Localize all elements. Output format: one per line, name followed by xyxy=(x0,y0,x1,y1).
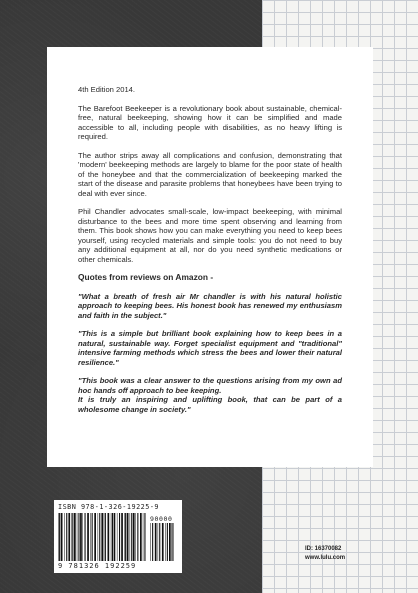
publisher-id: ID: 16370082 xyxy=(305,546,342,552)
barcode-bar xyxy=(124,513,125,561)
barcode-bar xyxy=(162,523,164,561)
ean-digits: 9 781326 192259 xyxy=(58,562,137,570)
barcode-bar xyxy=(68,513,70,561)
barcode-bar xyxy=(101,513,103,561)
barcode-bar xyxy=(59,513,60,561)
barcode-bar xyxy=(155,523,157,561)
barcode-bar xyxy=(117,513,118,561)
barcode-bar xyxy=(169,523,171,561)
ean-barcode xyxy=(58,513,146,561)
barcode-bar xyxy=(108,513,110,561)
barcode-bar xyxy=(140,513,142,561)
barcode-bar xyxy=(78,513,79,561)
barcode-bar xyxy=(111,513,112,561)
barcode-bar xyxy=(143,513,144,561)
isbn-barcode-block xyxy=(54,500,182,573)
barcode-bar xyxy=(131,513,132,561)
barcode-bar xyxy=(130,513,131,561)
barcode-bar xyxy=(171,523,172,561)
barcode-bar xyxy=(80,513,82,561)
barcode-bar xyxy=(99,513,100,561)
description-paragraph: The author strips away all complications and confusion, demonstrating that 'modern' beekeeping methods are largely to blame for the poor state of health of the honeybee and that the commercialization of beekeeping marked the start of the disease and parasite problems that honeybees have been trying to deal with ever since. xyxy=(78,150,342,198)
back-cover-text-panel xyxy=(47,47,373,467)
barcode-bar xyxy=(133,513,135,561)
barcode-bar xyxy=(135,513,136,561)
barcode-bar xyxy=(167,523,168,561)
barcode-bar xyxy=(144,513,145,561)
barcode-bar xyxy=(58,513,59,561)
barcode-bar xyxy=(94,513,96,561)
barcode-bar xyxy=(112,513,113,561)
reviews-heading: Quotes from reviews on Amazon - xyxy=(78,272,214,282)
barcode-bar xyxy=(165,523,166,561)
addon-barcode xyxy=(150,523,176,561)
review-quote: "What a breath of fresh air Mr chandler is with his natural holistic approach to keeping bees. His honest book has renewed my enthusiasm and faith in the subject." xyxy=(78,291,342,320)
description-paragraph: The Barefoot Beekeeper is a revolutionary book about sustainable, chemical-free, natural beekeeping, showing how it can be simplified and made accessible to all, including people with disabilities, as no heavy lifting is required. xyxy=(78,103,342,141)
review-quote: "This is a simple but brilliant book explaining how to keep bees in a natural, sustainable way. Forget specialist equipment and "traditional" intensive farming methods which stress the bees and lower their natural resilience." xyxy=(78,329,342,367)
review-quote-line: It is truly an inspiring and uplifting book, that can be part of a wholesome change in society." xyxy=(78,395,342,414)
barcode-bar xyxy=(150,523,151,561)
barcode-bar xyxy=(125,513,126,561)
barcode-bar xyxy=(158,523,159,561)
barcode-bar xyxy=(82,513,83,561)
barcode-bar xyxy=(105,513,106,561)
barcode-bar xyxy=(92,513,93,561)
barcode-bar xyxy=(71,513,72,561)
barcode-bar xyxy=(74,513,76,561)
barcode-bar xyxy=(127,513,129,561)
barcode-bar xyxy=(159,523,160,561)
isbn-text: ISBN 978-1-326-19225-9 xyxy=(58,503,160,511)
barcode-bar xyxy=(90,513,91,561)
barcode-bar xyxy=(104,513,105,561)
description-paragraph: Phil Chandler advocates small-scale, low-impact beekeeping, with minimal disturbance to the bees and more time spent observing and learning from them. This book shows how you can make everything you need to keep bees yourself, using recycled materials and simple tools: you do not need to buy any additional equipment at all, nor do you need synthetic medications or other chemicals. xyxy=(78,207,342,264)
barcode-bar xyxy=(61,513,63,561)
barcode-bar xyxy=(72,513,73,561)
addon-digits: 90000 xyxy=(150,515,173,523)
barcode-bar xyxy=(85,513,86,561)
barcode-bar xyxy=(77,513,78,561)
barcode-bar xyxy=(119,513,120,561)
barcode-bar xyxy=(98,513,99,561)
publisher-info xyxy=(305,545,345,563)
barcode-bar xyxy=(114,513,116,561)
barcode-bar xyxy=(137,513,138,561)
barcode-bar xyxy=(152,523,153,561)
barcode-bar xyxy=(64,513,65,561)
edition-line: 4th Edition 2014. xyxy=(78,85,135,94)
publisher-url: www.lulu.com xyxy=(305,555,346,561)
barcode-bar xyxy=(172,523,173,561)
review-quote-line: "This book was a clear answer to the questions arising from my own ad hoc hands off approach to bee keeping. xyxy=(78,376,342,395)
barcode-bar xyxy=(66,513,67,561)
review-quote xyxy=(78,376,342,414)
barcode-bar xyxy=(87,513,89,561)
barcode-bar xyxy=(121,513,123,561)
